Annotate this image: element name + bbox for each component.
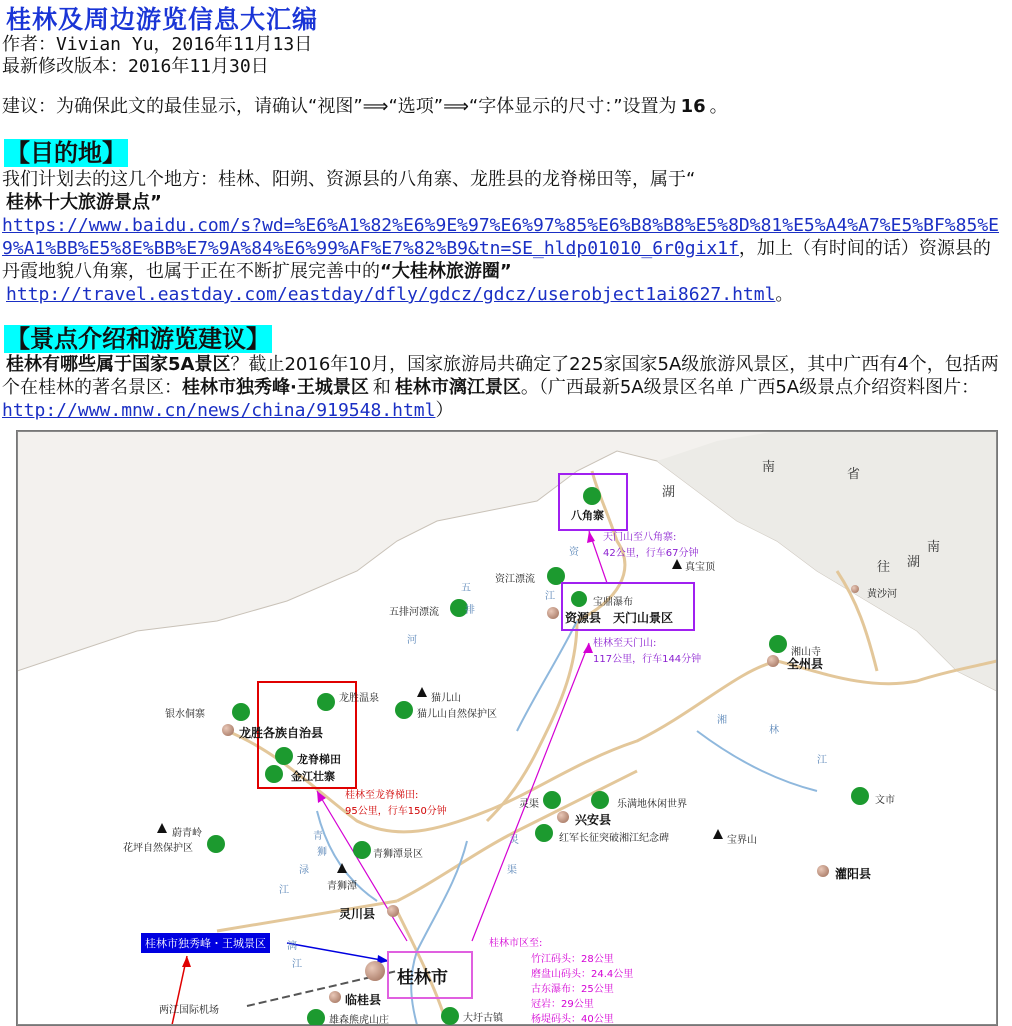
label-huaping: 花坪自然保护区 <box>123 843 193 854</box>
guilin-city-icon <box>365 961 385 981</box>
duxiu-wangcheng-label: 桂林市独秀峰・王城景区 <box>141 933 270 953</box>
section2-text2: 和 <box>372 377 391 398</box>
river-char-7: 江 <box>817 755 827 766</box>
section1-text4: 。 <box>775 284 794 305</box>
mnw-link[interactable]: http://www.mnw.cn/news/china/919548.html <box>2 400 436 421</box>
label-hu: 湖 <box>662 485 676 500</box>
lingui-city-icon <box>329 991 341 1003</box>
section2-bold2: 桂林市独秀峰·王城景区 <box>182 377 369 398</box>
qingshitan-marker <box>353 841 371 859</box>
bajiao-route-1: 天门山至八角寨: <box>603 532 677 543</box>
river-char-12: 渌 <box>299 865 309 876</box>
maoer-mountain-icon <box>417 687 427 697</box>
ziyuan-label: 资源县 <box>565 611 602 625</box>
tianmen-label: 天门山景区 <box>613 611 674 625</box>
bajiaozhai-marker <box>583 487 601 505</box>
longji-spring-marker <box>317 693 335 711</box>
leman-marker <box>591 791 609 809</box>
section2-text3: 。（广西最新5A级景区名单 广西5A级景点介绍资料图片： <box>520 377 980 398</box>
lingui-label: 临桂县 <box>345 993 382 1007</box>
river-char-2: 五 <box>461 583 471 594</box>
author-line: 作者：Vivian Yu，2016年11月13日 <box>2 34 313 55</box>
label-hu2: 湖 <box>907 555 921 570</box>
lingchuan-city-icon <box>387 905 399 917</box>
baoding-marker <box>571 591 587 607</box>
yinshui-marker <box>232 703 250 721</box>
label-nan2: 南 <box>927 540 941 555</box>
label-lingqu: 灵渠 <box>519 799 539 810</box>
label-hongjun: 红军长征突破湘江纪念碑 <box>559 833 669 844</box>
river-char-1: 江 <box>545 591 555 602</box>
label-wang: 往 <box>877 560 891 575</box>
longji-marker-2 <box>265 765 283 783</box>
jinjiang-label: 金江壮寨 <box>291 770 335 783</box>
section2-text1: ？截止2016年10月，国家旅游局共确定了225家国家5A级旅游风景区，其中广西有4个，包括两个在桂林的著名景区： <box>2 354 999 398</box>
tianmen-route-2: 117公里，行车144分钟 <box>593 654 702 665</box>
baojie-mountain-icon <box>713 829 723 839</box>
suggestion-line <box>2 95 1008 118</box>
guilin-dist-3: 古东瀑布：25公里 <box>531 984 614 995</box>
river-char-4: 河 <box>407 635 417 646</box>
section1-quote-close: ” <box>150 192 162 213</box>
section1-text1: 我们计划去的这几个地方：桂林、阳朔、资源县的八角寨、龙胜县的龙脊梯田等，属于“ <box>2 169 696 190</box>
river-char-10: 青 <box>313 831 323 842</box>
label-huangsha: 黄沙河 <box>867 589 897 600</box>
xiangshan-marker <box>769 635 787 653</box>
guilin-dist-4: 冠岩：29公里 <box>531 999 594 1010</box>
maoer-reserve-marker <box>395 701 413 719</box>
longji-marker-1 <box>275 747 293 765</box>
label-daxu: 大圩古镇 <box>463 1013 503 1024</box>
eastday-link[interactable]: http://travel.eastday.com/eastday/dfly/gdcz/gdcz/userobject1ai8627.html <box>6 284 776 305</box>
river-char-15: 江 <box>292 959 302 970</box>
lingqu-marker <box>543 791 561 809</box>
label-baobao: 宝鼎瀑布 <box>593 597 633 608</box>
suggestion-prefix: 建议：为确保此文的最佳显示，请确认“视图”⟹“选项”⟹“字体显示的尺寸：”设置为 <box>2 96 677 117</box>
longji-route-1: 桂林至龙脊梯田: <box>345 790 419 801</box>
label-maoer-reserve: 猫儿山自然保护区 <box>417 709 497 720</box>
revision-line: 最新修改版本：2016年11月30日 <box>2 56 269 77</box>
river-char-6: 林 <box>769 725 779 736</box>
longsheng-label: 龙胜各族自治县 <box>239 726 324 740</box>
wenshi-marker <box>851 787 869 805</box>
qingshitan-mountain-icon <box>337 863 347 873</box>
label-sheng: 省 <box>847 467 861 482</box>
guilin-dist-2: 磨盘山码头：24.4公里 <box>531 969 634 980</box>
river-char-8: 灵 <box>509 835 519 846</box>
zhenbao-mountain-icon <box>672 559 682 569</box>
suggestion-suffix: 。 <box>709 96 728 117</box>
river-char-14: 漓 <box>287 941 297 952</box>
bajiaozhai-label: 八角寨 <box>571 509 604 522</box>
guilin-dist-5: 杨堤码头：40公里 <box>531 1014 614 1025</box>
suggestion-size: 16 <box>680 96 706 117</box>
guilin-dist-0: 桂林市区至: <box>489 938 543 949</box>
baidu-link[interactable]: https://www.baidu.com/s?wd=%E6%A1%82%E6%9E%97%E6%97%85%E6%B8%B8%E5%8D%81%E5%A4%A7%E5%BF%85%E9%A1%BB%E5%8E%BB%E7%9A%84%E6%99%AF%E7%82%B9&tn=SE_hldp01010_6r0gix1f <box>2 215 999 259</box>
guanyang-label: 灌阳县 <box>835 867 872 881</box>
section-heading-destinations: 【目的地】 <box>6 139 126 167</box>
xingan-label: 兴安县 <box>575 813 612 827</box>
section-heading-attractions: 【景点介绍和游览建议】 <box>6 325 270 353</box>
label-zhenbao: 真宝顶 <box>685 562 715 573</box>
section1-bold1: 桂林十大旅游景点 <box>6 192 150 213</box>
label-wupai: 五排河漂流 <box>389 607 439 618</box>
ziyuan-city-icon <box>547 607 559 619</box>
label-leman: 乐满地休闲世界 <box>617 799 687 810</box>
label-qingshitan2: 青狮潭 <box>327 881 357 892</box>
lingchuan-label: 灵川县 <box>339 907 376 921</box>
guanyang-city-icon <box>817 865 829 877</box>
quanzhou-label: 全州县 <box>787 657 824 671</box>
huangsha-icon <box>851 585 859 593</box>
river-char-13: 江 <box>279 885 289 896</box>
river-char-11: 狮 <box>317 847 327 858</box>
section1-text3: ，加上（有时间的话）资源县的丹霞地貌八角寨，也属于正在不断扩展完善中的 <box>2 238 991 282</box>
quanzhou-city-icon <box>767 655 779 667</box>
section2-bold3: 桂林市漓江景区 <box>394 377 521 398</box>
river-char-9: 渠 <box>507 865 517 876</box>
label-liangjiang: 两江国际机场 <box>159 1005 219 1016</box>
label-longji-spring: 龙胜温泉 <box>339 693 379 704</box>
label-maoer: 猫儿山 <box>431 693 461 704</box>
guilin-region-map <box>16 430 998 1026</box>
label-yinshui: 银水侗寨 <box>165 709 205 720</box>
guilin-dist-1: 竹江码头：28公里 <box>531 954 614 965</box>
river-char-3: 排 <box>465 605 475 616</box>
section2-text <box>2 353 1008 422</box>
huaping-marker <box>207 835 225 853</box>
section1-text <box>2 168 1008 306</box>
guilin-label: 桂林市 <box>397 968 448 988</box>
longsheng-city-icon <box>222 724 234 736</box>
label-huaping-mtn: 蔚青岭 <box>172 828 202 839</box>
label-nan: 南 <box>762 460 776 475</box>
river-char-0: 资 <box>569 547 579 558</box>
label-qingshitan: 青狮潭景区 <box>373 849 423 860</box>
river-char-5: 湘 <box>717 715 727 726</box>
daxu-marker <box>441 1007 459 1025</box>
xingan-city-icon <box>557 811 569 823</box>
huaping-mountain-icon <box>157 823 167 833</box>
longji-route-2: 95公里，行车150分钟 <box>345 806 447 817</box>
label-baojie: 宝界山 <box>727 835 757 846</box>
label-wenshi: 文市 <box>875 795 895 806</box>
label-zijiang: 资江漂流 <box>495 574 535 585</box>
section1-bold2: “大桂林旅游圈” <box>380 261 512 282</box>
longji-label: 龙脊梯田 <box>297 753 341 766</box>
page-title: 桂林及周边游览信息大汇编 <box>6 5 319 34</box>
xiongsen-marker <box>307 1009 325 1026</box>
section2-text4: ） <box>435 400 454 421</box>
label-xiangshan: 湘山寺 <box>791 647 821 658</box>
hongjun-marker <box>535 824 553 842</box>
section2-bold1: 桂林有哪些属于国家5A景区 <box>6 354 231 375</box>
tianmen-route-1: 桂林至天门山: <box>593 638 657 649</box>
bajiao-route-2: 42公里，行车67分钟 <box>603 548 699 559</box>
label-xiongsen: 雄森熊虎山庄 <box>329 1015 389 1026</box>
